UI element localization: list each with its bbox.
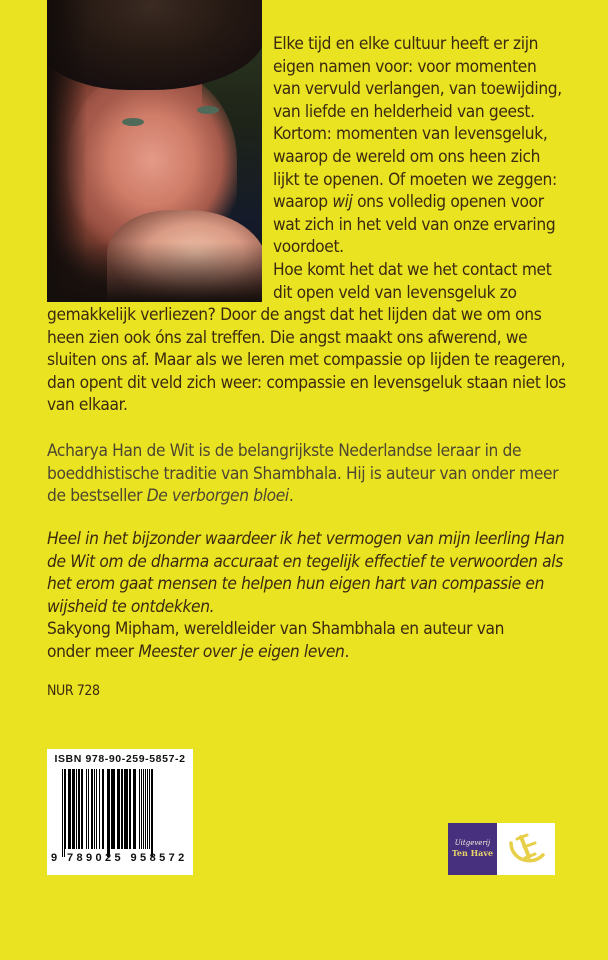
blurb-line: sluiten ons af. Maar als we leren met compassie op lijden te reageren, <box>47 350 566 371</box>
blurb-line: van liefde en helderheid van geest. <box>273 101 535 122</box>
blurb-line: voordoet. <box>273 237 344 258</box>
quote-line: het erom gaat mensen te helpen hun eigen hart van compassie en <box>47 574 545 595</box>
author-bio <box>47 440 558 508</box>
blurb-paragraph-upper <box>273 33 562 304</box>
attribution-text: onder meer <box>47 641 134 662</box>
attribution-punct: . <box>344 641 350 662</box>
attribution-book-title: Meester over je eigen leven <box>138 641 345 662</box>
blurb-line: gemakkelijk verliezen? Door de angst dat het lijden dat we om ons <box>47 305 542 325</box>
blurb-line: Kortom: momenten van levensgeluk, <box>273 124 548 145</box>
blurb-text: waarop <box>273 192 328 213</box>
blurb-line: heen zien ook óns zal treffen. Die angst maakt ons afwerend, we <box>47 327 528 348</box>
author-photo <box>47 0 262 302</box>
publisher-logo <box>448 823 555 875</box>
quote-attribution: Sakyong Mipham, wereldleider van Shambhala en auteur van <box>47 619 505 640</box>
blurb-line: Hoe komt het dat we het contact met <box>273 259 552 280</box>
blurb-paragraph-lower <box>47 304 566 417</box>
blurb-line: waarop de wereld om ons heen zich <box>273 146 541 167</box>
photo-shadow <box>47 242 262 302</box>
photo-eye-right <box>197 106 219 114</box>
blurb-line: eigen namen voor: voor momenten <box>273 56 537 77</box>
blurb-line: dit open veld van levensgeluk zo <box>273 282 517 303</box>
endorsement-quote <box>47 528 564 664</box>
blurb-line: van elkaar. <box>47 395 128 416</box>
bio-punct: . <box>288 486 294 507</box>
blurb-line <box>273 191 562 214</box>
barcode-bars <box>62 769 184 857</box>
bio-line: Acharya Han de Wit is de belangrijkste Nederlandse leraar in de <box>47 441 522 461</box>
bio-book-title: De verborgen bloei <box>146 486 289 507</box>
ten-have-h-smile-icon <box>505 829 547 869</box>
photo-eye-left <box>122 118 144 126</box>
bio-line <box>47 485 558 508</box>
blurb-line: wat zich in het veld van onze ervaring <box>273 214 556 235</box>
blurb-line: van vervuld verlangen, van toewijding, <box>273 79 562 100</box>
blurb-line: Elke tijd en elke cultuur heeft er zijn <box>273 34 539 54</box>
bio-text: de bestseller <box>47 486 143 507</box>
quote-line: Heel in het bijzonder waardeer ik het vermogen van mijn leerling Han <box>47 529 565 549</box>
publisher-name: Ten Have <box>451 848 494 858</box>
quote-attribution <box>47 641 564 664</box>
blurb-line: lijkt te openen. Of moeten we zeggen: <box>273 169 557 190</box>
publisher-logo-purple <box>448 823 497 875</box>
nur-code: NUR 728 <box>47 683 100 699</box>
bio-line: boeddhistische traditie van Shambhala. Hij is auteur van onder meer <box>47 463 559 484</box>
quote-line: de Wit om de dharma accuraat en tegelijk effectief te verwoorden als <box>47 551 563 572</box>
blurb-line: dan opent dit veld zich weer: compassie en levensgeluk staan niet los <box>47 372 566 393</box>
isbn-barcode <box>47 749 193 875</box>
blurb-emphasis: wij <box>332 192 353 213</box>
isbn-label: ISBN 978-90-259-5857-2 <box>54 753 186 765</box>
blurb-text: ons volledig openen voor <box>357 192 544 213</box>
quote-line: wijsheid te ontdekken. <box>47 596 215 617</box>
publisher-logo-mark <box>497 823 555 875</box>
barcode-bar <box>152 769 153 857</box>
ean-digits: 9 789025 958572 <box>51 852 188 864</box>
publisher-label: Uitgeverij <box>454 839 491 847</box>
